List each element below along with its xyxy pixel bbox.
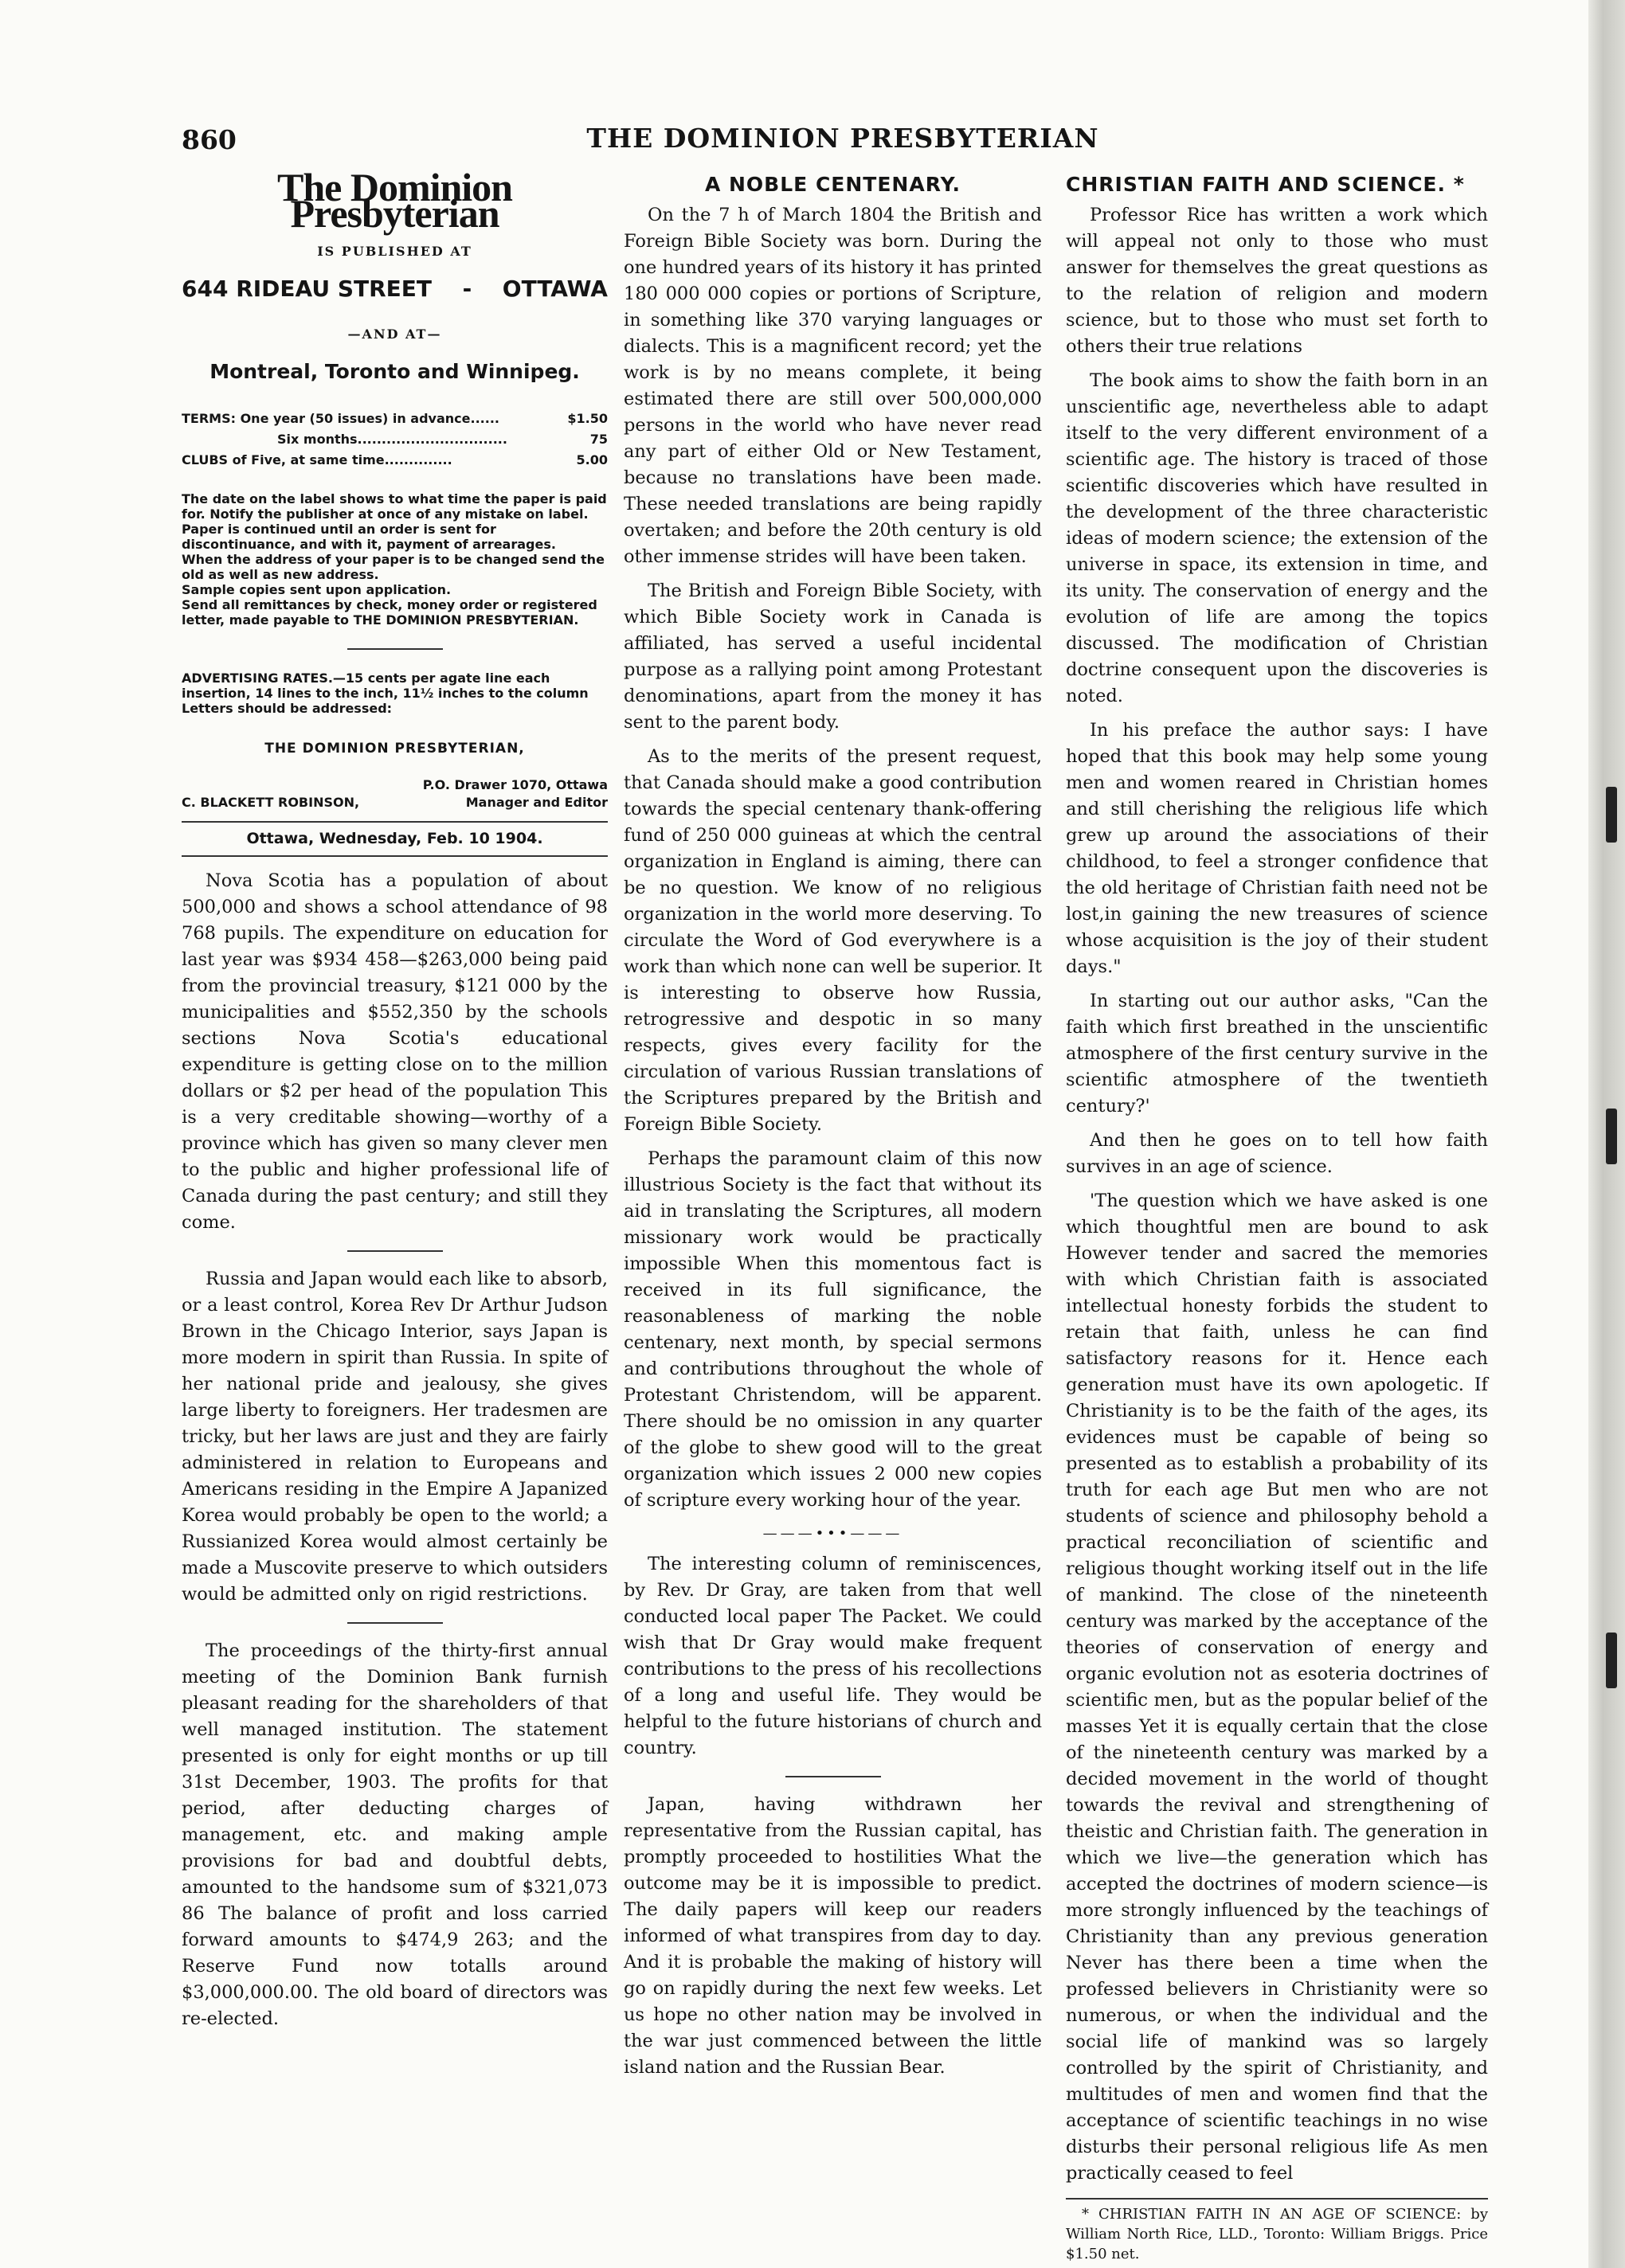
terms-row	[182, 409, 608, 429]
edge-tab	[1606, 1633, 1617, 1688]
published-at: IS PUBLISHED AT	[317, 244, 472, 259]
page-header	[182, 119, 1504, 159]
cities: Montreal, Toronto and Winnipeg.	[209, 360, 580, 383]
page-number: 860	[182, 124, 237, 155]
column-masthead	[182, 165, 608, 2040]
publisher-name: THE DOMINION PRESBYTERIAN,	[264, 741, 525, 757]
paragraph-japan-war: Japan, having withdrawn her representative from the Russian capital, has promptly proceeded to hostilities What the outcome may be it is impossible to predict. The daily papers will keep our readers informed of what transpires from day to day. And it is probable the making of history will go on rapidly during the next few weeks. Let us hope no other nation may be involved in the war just commenced between the little island nation and the Russian Bear.	[624, 1794, 1042, 2078]
divider	[347, 648, 443, 650]
masthead-title: The Dominion Presbyterian	[276, 165, 512, 236]
notice: Sample copies sent upon application.	[182, 582, 452, 597]
address-dash: -	[462, 276, 472, 302]
po-drawer-row	[182, 776, 608, 794]
advertising-rates	[182, 671, 608, 716]
terms-price: 75	[589, 432, 608, 447]
terms-row	[182, 450, 608, 471]
notice: Send all remittances by check, money order or registered letter, made payable to THE DOMINION PRESBYTERIAN.	[182, 597, 597, 628]
headline-faith-science: CHRISTIAN FAITH AND SCIENCE. *	[1066, 173, 1465, 196]
terms-label: Six months...............................	[277, 432, 507, 447]
letters-text: Letters should be addressed:	[182, 701, 393, 716]
edge-tab	[1606, 1109, 1617, 1164]
paragraph-russia-japan: Russia and Japan would each like to absorb, or a least control, Korea Rev Dr Arthur Judson Brown in the Chicago Interior, says Japan is more modern in spirit than Russia. In spite of her national pride and jealousy, she gives large liberty to foreigners. Her tradesmen are tricky, but her laws are just and they are fairly administered in relation to Europeans and Americans residing in the Empire A Japanized Korea would probably be open to the world; a Russianized Korea would almost certainly be made a Muscovite preserve to which outsiders would be admitted only on rigid restrictions.	[182, 1269, 608, 1605]
publisher-block	[182, 740, 608, 811]
notices	[182, 491, 608, 628]
paragraph: In starting out our author asks, "Can the faith which first breathed in the unscientific atmosphere of the first century survive in the scientific atmosphere of the twentieth century?'	[1066, 991, 1488, 1116]
terms-row	[182, 429, 608, 450]
paragraph: 'The question which we have asked is one which thoughtful men are bound to ask However tender and sacred the memories with which Christian faith is associated intellectual honesty forbids the student to retain that faith, unless he can find satisfactory reasons for it. Hence each generation must have its own apologetic. If Christianity is to be the faith of the ages, its evidences must be capable of being so presented as to establish a probability of its truth for each age But men who are not students of science and philosophy behold a practical reconciliation of scientific and religious thought working itself out in the life of mankind. The close of the nineteenth century was marked by the acceptance of the theories of conservation of energy and organic evolution not as esoteria doctrines of scientific men, but as the popular belief of the masses Yet it is equally certain that the close of the nineteenth century was marked by a decided movement in the world of thought towards the revival and strengthening of theistic and Christian faith. The generation in which we live—the generation which has accepted the doctrines of modern science—is more strongly influenced by the teachings of Christianity than any previous generation Never has there been a time when the professed believers in Christianity were so numerous, or when the individual and the social life of mankind was so largely controlled by the spirit of Christianity, and multitudes of men and women find that the acceptance of scientific teachings in no wise disturbs their personal religious life As men practically ceased to feel	[1066, 1191, 1488, 2184]
notice: Paper is continued until an order is sent for discontinuance, and with it, payment of arrearages.	[182, 522, 556, 552]
column-centenary	[624, 171, 1042, 2089]
terms-label: TERMS: One year (50 issues) in advance......	[182, 411, 499, 426]
running-title: THE DOMINION PRESBYTERIAN	[586, 123, 1099, 154]
paragraph: And then he goes on to tell how faith survives in an age of science.	[1066, 1130, 1488, 1177]
paragraph-dominion-bank: The proceedings of the thirty-first annual meeting of the Dominion Bank furnish pleasant reading for the shareholders of that well managed institution. The statement presented is only for eight months or up till 31st December, 1903. The profits for that period, after deducting charges of management, etc. and making ample provisions for bad and doubtful debts, amounted to the handsome sum of $321,073 86 The balance of profit and loss carried forward amounts to $474,9 263; and the Reserve Fund now totalls around $3,000,000.00. The old board of directors was re-elected.	[182, 1640, 608, 2029]
address-city: OTTAWA	[502, 276, 608, 302]
editor-name: C. BLACKETT ROBINSON,	[182, 795, 360, 810]
divider	[785, 1776, 881, 1777]
terms-label: CLUBS of Five, at same time..............	[182, 452, 452, 467]
headline-noble-centenary: A NOBLE CENTENARY.	[704, 173, 961, 196]
editor-role: Manager and Editor	[465, 795, 608, 810]
paragraph: Professor Rice has written a work which will appeal not only to those who must answer for themselves the great questions as to the relation of religion and modern science, but to those who must set forth to others their true relations	[1066, 205, 1488, 357]
terms-price: 5.00	[576, 452, 608, 467]
editor-row	[182, 794, 608, 811]
paragraph: On the 7 h of March 1804 the British and Foreign Bible Society was born. During the one hundred years of its history it has printed 180 000 000 copies or portions of Scripture, in something like 370 varying languages or dialects. This is a magnificent record; yet the work is by no means complete, it being estimated there are still over 500,000,000 persons in the world who have never read any part of either Old or New Testament, because no translations have been made. These needed translations are being rapidly overtaken; and before the 20th century is old other immense strides will have been taken.	[624, 205, 1042, 567]
advertising-text: ADVERTISING RATES.—15 cents per agate line each insertion, 14 lines to the inch, 11½ inches to the column	[182, 671, 589, 701]
paragraph: As to the merits of the present request, that Canada should make a good contribution towards the special centenary thank-offering fund of 250 000 guineas at which the central organization in England is aiming, there can be no question. We know of no religious organization in the world more deserving. To circulate the Word of God everywhere is a work than which none can well be superior. It is interesting to observe how Russia, retrogressive and despotic in so many respects, gives every facility for the circulation of various Russian translations of the Scriptures prepared by the British and Foreign Bible Society.	[624, 746, 1042, 1135]
paragraph: In his preface the author says: I have hoped that this book may help some young men and women reared in Christian homes and still cherishing the religious life which grew up around the associations of their childhood, to feel a stronger confidence that the old heritage of Christian faith need not be lost,in gaining the new treasures of science whose acquisition is the joy of their student days."	[1066, 720, 1488, 977]
dateline: Ottawa, Wednesday, Feb. 10 1904.	[182, 821, 608, 857]
notice: The date on the label shows to what time the paper is paid for. Notify the publisher at once of any mistake on label.	[182, 491, 607, 522]
po-drawer: P.O. Drawer 1070, Ottawa	[422, 777, 608, 792]
ornament-divider: ———•••———	[762, 1525, 903, 1542]
footnote: * CHRISTIAN FAITH IN AN AGE OF SCIENCE: by William North Rice, LLD., Toronto: William Briggs. Price $1.50 net.	[1066, 2198, 1488, 2264]
divider	[347, 1622, 443, 1624]
edge-tab	[1606, 787, 1617, 843]
address	[182, 276, 608, 302]
and-at: —AND AT—	[347, 327, 442, 342]
paragraph-reminiscences: The interesting column of reminiscences, by Rev. Dr Gray, are taken from that well conducted local paper The Packet. We could wish that Dr Gray would make frequent contributions to the press of his recollections of a long and useful life. They would be helpful to the future historians of church and country.	[624, 1554, 1042, 1758]
paragraph: The British and Foreign Bible Society, with which Bible Society work in Canada is affiliated, has served a useful incidental purpose as a rallying point among Protestant denominations, apart from the money it has sent to the parent body.	[624, 581, 1042, 733]
column-faith-science	[1066, 171, 1488, 2264]
paragraph: The book aims to show the faith born in an unscientific age, nevertheless able to adapt itself to the very different environment of a scientific age. The history is traced of those scientific discoveries which have resulted in the development of the three characteristic ideas of modern science; the extension of the universe in space, its extension in time, and its unity. The conservation of energy and the evolution of life are among the topics discussed. The modification of Christian doctrine consequent upon the discoveries is noted.	[1066, 370, 1488, 706]
terms-price: $1.50	[567, 411, 608, 426]
paragraph-nova-scotia: Nova Scotia has a population of about 500,000 and shows a school attendance of 98 768 pupils. The expenditure on education for last year was $934 458—$263,000 being paid from the provincial treasury, $121 000 by the municipalities and $552,350 by the schools sections Nova Scotia's educational expenditure is getting close on to the million dollars or $2 per head of the population This is a very creditable showing—worthy of a province which has given so many clever men to the public and higher professional life of Canada during the past century; and still they come.	[182, 870, 608, 1233]
notice: When the address of your paper is to be changed send the old as well as new address.	[182, 552, 605, 582]
address-street: 644 RIDEAU STREET	[182, 276, 433, 302]
divider	[347, 1250, 443, 1252]
terms-table	[182, 409, 608, 471]
paragraph: Perhaps the paramount claim of this now illustrious Society is the fact that without its aid in translating the Scriptures, all modern missionary work would be practically impossible When this momentous fact is received in its full significance, the reasonableness of marking the noble centenary, next month, by special sermons and contributions throughout the whole of Protestant Christendom, will be apparent. There should be no omission in any quarter of the globe to shew good will to the great organization which issues 2 000 new copies of scripture every working hour of the year.	[624, 1148, 1042, 1511]
